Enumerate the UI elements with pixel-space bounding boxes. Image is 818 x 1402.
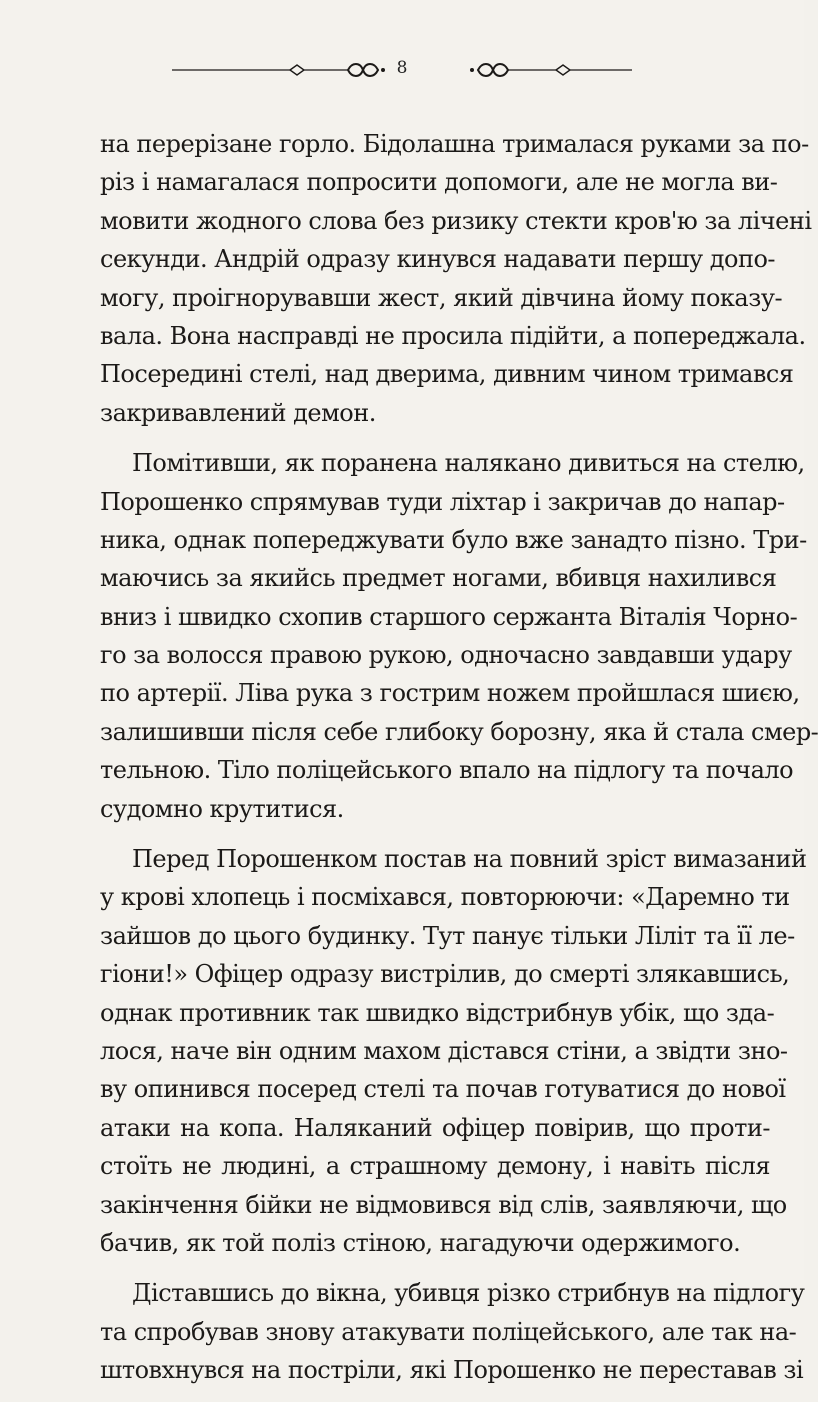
text-line: стоїть не людині, а страшному демону, і навіть після — [100, 1152, 770, 1181]
text-line: Помітивши, як поранена налякано дивиться на стелю, — [132, 449, 805, 478]
text-line: різ і намагалася попросити допомоги, але не могла ви- — [100, 168, 778, 197]
text-line: го за волосся правою рукою, одночасно завдавши удару — [100, 641, 792, 670]
text-line: тельною. Тіло поліцейського впало на підлогу та почало — [100, 756, 794, 785]
body-text — [100, 125, 818, 1402]
text-line: маючись за якийсь предмет ногами, вбивця нахилився — [100, 564, 777, 593]
paragraph-2 — [100, 444, 818, 828]
text-line: закінчення бійки не відмовився від слів, заявляючи, що — [100, 1190, 787, 1219]
text-line: гіони!» Офіцер одразу вистрілив, до смерті злякавшись, — [100, 960, 790, 989]
text-line: ника, однак попереджувати було вже занадто пізно. Три- — [100, 525, 807, 554]
text-line: однак противник так швидко відстрибнув убік, що зда- — [100, 998, 775, 1027]
text-line: закривавлений демон. — [100, 398, 376, 427]
text-line: Діставшись до вікна, убивця різко стрибнув на підлогу — [132, 1279, 805, 1308]
text-line: залишивши після себе глибоку борозну, яка й стала смер- — [100, 717, 818, 746]
text-line: Посередині стелі, над дверима, дивним чином тримався — [100, 360, 794, 389]
text-line: лося, наче він одним махом дістався стіни, а звідти зно- — [100, 1036, 788, 1065]
paragraph-3 — [100, 840, 807, 1262]
text-line: атаки на копа. Наляканий офіцер повірив, що проти- — [100, 1113, 770, 1142]
text-line: Порошенко спрямував туди ліхтар і закричав до напар- — [100, 487, 785, 516]
paragraph-1 — [100, 125, 812, 432]
text-line: вниз і швидко схопив старшого сержанта Віталія Чорно- — [100, 602, 798, 631]
text-line: та спробував знову атакувати поліцейського, але так на- — [100, 1317, 797, 1346]
text-line: мовити жодного слова без ризику стекти кров'ю за лічені — [100, 206, 812, 235]
text-line: штовхнувся на постріли, які Порошенко не переставав зі — [100, 1356, 804, 1385]
text-line: по артерії. Ліва рука з гострим ножем пройшлася шиєю, — [100, 679, 800, 708]
text-line: Перед Порошенком постав на повний зріст вимазаний — [132, 845, 807, 874]
text-line: зайшов до цього будинку. Тут панує тільки Ліліт та її ле- — [100, 921, 795, 950]
paragraph-4 — [100, 1274, 805, 1389]
text-line: секунди. Андрій одразу кинувся надавати першу допо- — [100, 245, 775, 274]
text-line: судомно крутитися. — [100, 794, 344, 823]
text-line: ву опинився посеред стелі та почав готуватися до нової — [100, 1075, 786, 1104]
page-header — [0, 48, 804, 88]
text-line: бачив, як той поліз стіною, нагадуючи одержимого. — [100, 1228, 741, 1257]
text-line: на перерізане горло. Бідолашна трималася руками за по- — [100, 130, 809, 158]
text-line: вала. Вона насправді не просила підійти, а попереджала. — [100, 321, 806, 350]
text-line: у крові хлопець і посміхався, повторюючи: «Даремно ти — [100, 883, 790, 912]
text-line: могу, проігнорувавши жест, який дівчина йому показу- — [100, 283, 783, 312]
page-number: 8 — [396, 58, 408, 78]
